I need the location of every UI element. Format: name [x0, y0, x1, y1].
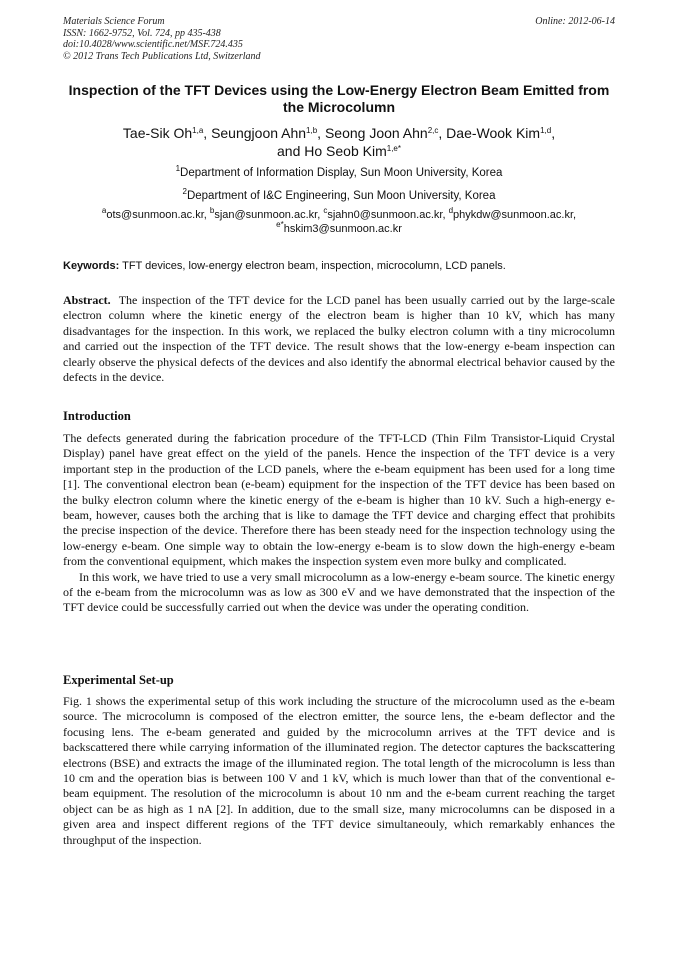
- affiliation-mark: 1: [175, 164, 181, 173]
- introduction-paragraph-1: The defects generated during the fabrication procedure of the TFT-LCD (Thin Film Transistor-Liquid Crystal Display) panel have great effect on the yield of the panels. Hence the inspection of the TFT device is a very important step in the production of the LCD panels, where the e-beam equipment has been used for a long time [1]. The conventional electron bean (e-beam) equipment for the inspection of the TFT device has been based on the bulky electron column where the kinetic energy of the e-beam is higher than 10 kV. Such a high-energy e-beam, however, causes both the arching that is like to damage the TFT device and charging effect that prohibits the precise inspection of the device. Therefore there has been steady need for the inspection technology using the low-energy e-beam. One simple way to obtain the low-energy e-beam is to slow down the high-energy e-beam from the conventional equipment, which makes the inspection system even more bulky and complicated.: [63, 431, 615, 569]
- author-name: Dae-Wook Kim: [446, 125, 541, 141]
- keywords-label: Keywords:: [63, 260, 120, 272]
- author-list: [63, 124, 615, 160]
- author-separator: ,: [203, 125, 212, 141]
- abstract-text: The inspection of the TFT device for the LCD panel has been usually carried out by the large-scale electron column where the kinetic energy of the electron beam is higher than 10 kV, which has many disadvantages for the inspection. In this work, we replaced the bulky electron column with a tiny microcolumn and carried out the inspection of the TFT device. The result shows that the low-energy e-beam inspection can clearly observe the physical defects of the devices and also identify the abnormal electrical behavior caused by the defects in the device.: [63, 293, 615, 385]
- email-mark: a: [101, 206, 107, 215]
- email-address: sjahn0@sunmoon.ac.kr,: [327, 209, 449, 221]
- introduction-heading: Introduction: [63, 409, 131, 423]
- affiliation-1: [63, 166, 615, 180]
- paper-title: Inspection of the TFT Devices using the Low-Energy Electron Beam Emitted from the Microcolumn: [68, 82, 610, 115]
- affiliation-text: Department of I&C Engineering, Sun Moon University, Korea: [186, 190, 496, 202]
- copyright-line: © 2012 Trans Tech Publications Ltd, Switzerland: [63, 50, 261, 62]
- author-affiliation-mark: 1,e*: [386, 144, 401, 153]
- doi-line: doi:10.4028/www.scientific.net/MSF.724.435: [63, 39, 243, 50]
- author-name: Seungjoon Ahn: [211, 125, 307, 141]
- experimental-paragraph: Fig. 1 shows the experimental setup of this work including the structure of the microcolumn used as the e-beam source. The microcolumn is composed of the electron emitter, the source lens, the e-beam deflector and the focusing lens. The e-beam generated and guided by the microcolumn arrives at the TFT device and is backscattered there while carrying information of the illuminated region. The detector captures the backscattering electrons (BSE) and extracts the image of the illuminated region. The total length of the microcolumn is less than 10 cm and the operation bias is between 100 V and 1 kV, which is much lower than that of the conventional e-beam equipment. The resolution of the microcolumn is about 10 nm and the e-beam current reaching the target object can be as high as 1 nA [2]. In addition, due to the small size, many microcolumns can be disposed in a given area and inspect different regions of the TFT device simultaneouly, which remarkably enhances the throughput of the inspection.: [63, 694, 615, 847]
- abstract-label: Abstract.: [63, 293, 111, 307]
- introduction-paragraph-2: In this work, we have tried to use a very small microcolumn as a low-energy e-beam source. The kinetic energy of the e-beam from the microcolumn was as low as 300 eV and we have demonstrated that the inspection of the TFT device could be successfully carried out when the device was under the operating condition.: [63, 569, 615, 615]
- author-affiliation-mark: 2,c: [427, 126, 439, 135]
- affiliation-2: [63, 189, 615, 203]
- online-date: Online: 2012-06-14: [535, 16, 615, 27]
- journal-name: Materials Science Forum: [63, 16, 165, 27]
- keywords-text: TFT devices, low-energy electron beam, inspection, microcolumn, LCD panels.: [119, 260, 506, 272]
- email-mark: d: [448, 206, 454, 215]
- affiliation-text: Department of Information Display, Sun Moon University, Korea: [180, 167, 503, 179]
- keywords: [63, 259, 615, 273]
- author-affiliation-mark: 1,b: [306, 126, 318, 135]
- author-separator: ,: [551, 125, 556, 141]
- email-mark: b: [209, 206, 215, 215]
- author-separator: ,: [317, 125, 325, 141]
- introduction-body: [63, 431, 615, 616]
- author-name: Seong Joon Ahn: [324, 125, 428, 141]
- email-address: hskim3@sunmoon.ac.kr: [283, 223, 402, 235]
- author-affiliation-mark: 1,a: [192, 126, 204, 135]
- email-list: [63, 208, 615, 236]
- author-name: Tae-Sik Oh: [122, 125, 193, 141]
- journal-header: [63, 16, 615, 62]
- affiliation-mark: 2: [182, 187, 187, 196]
- email-address: phykdw@sunmoon.ac.kr,: [453, 209, 577, 221]
- author-separator: ,: [438, 125, 447, 141]
- email-address: ots@sunmoon.ac.kr,: [106, 209, 210, 221]
- experimental-heading: Experimental Set-up: [63, 673, 174, 687]
- email-address: sjan@sunmoon.ac.kr,: [214, 209, 324, 221]
- abstract: [63, 293, 615, 385]
- issn-line: ISSN: 1662-9752, Vol. 724, pp 435-438: [63, 27, 221, 39]
- email-mark: e*: [276, 220, 284, 229]
- author-affiliation-mark: 1,d: [540, 126, 552, 135]
- email-mark: c: [323, 206, 328, 215]
- author-name: and Ho Seob Kim: [277, 143, 387, 159]
